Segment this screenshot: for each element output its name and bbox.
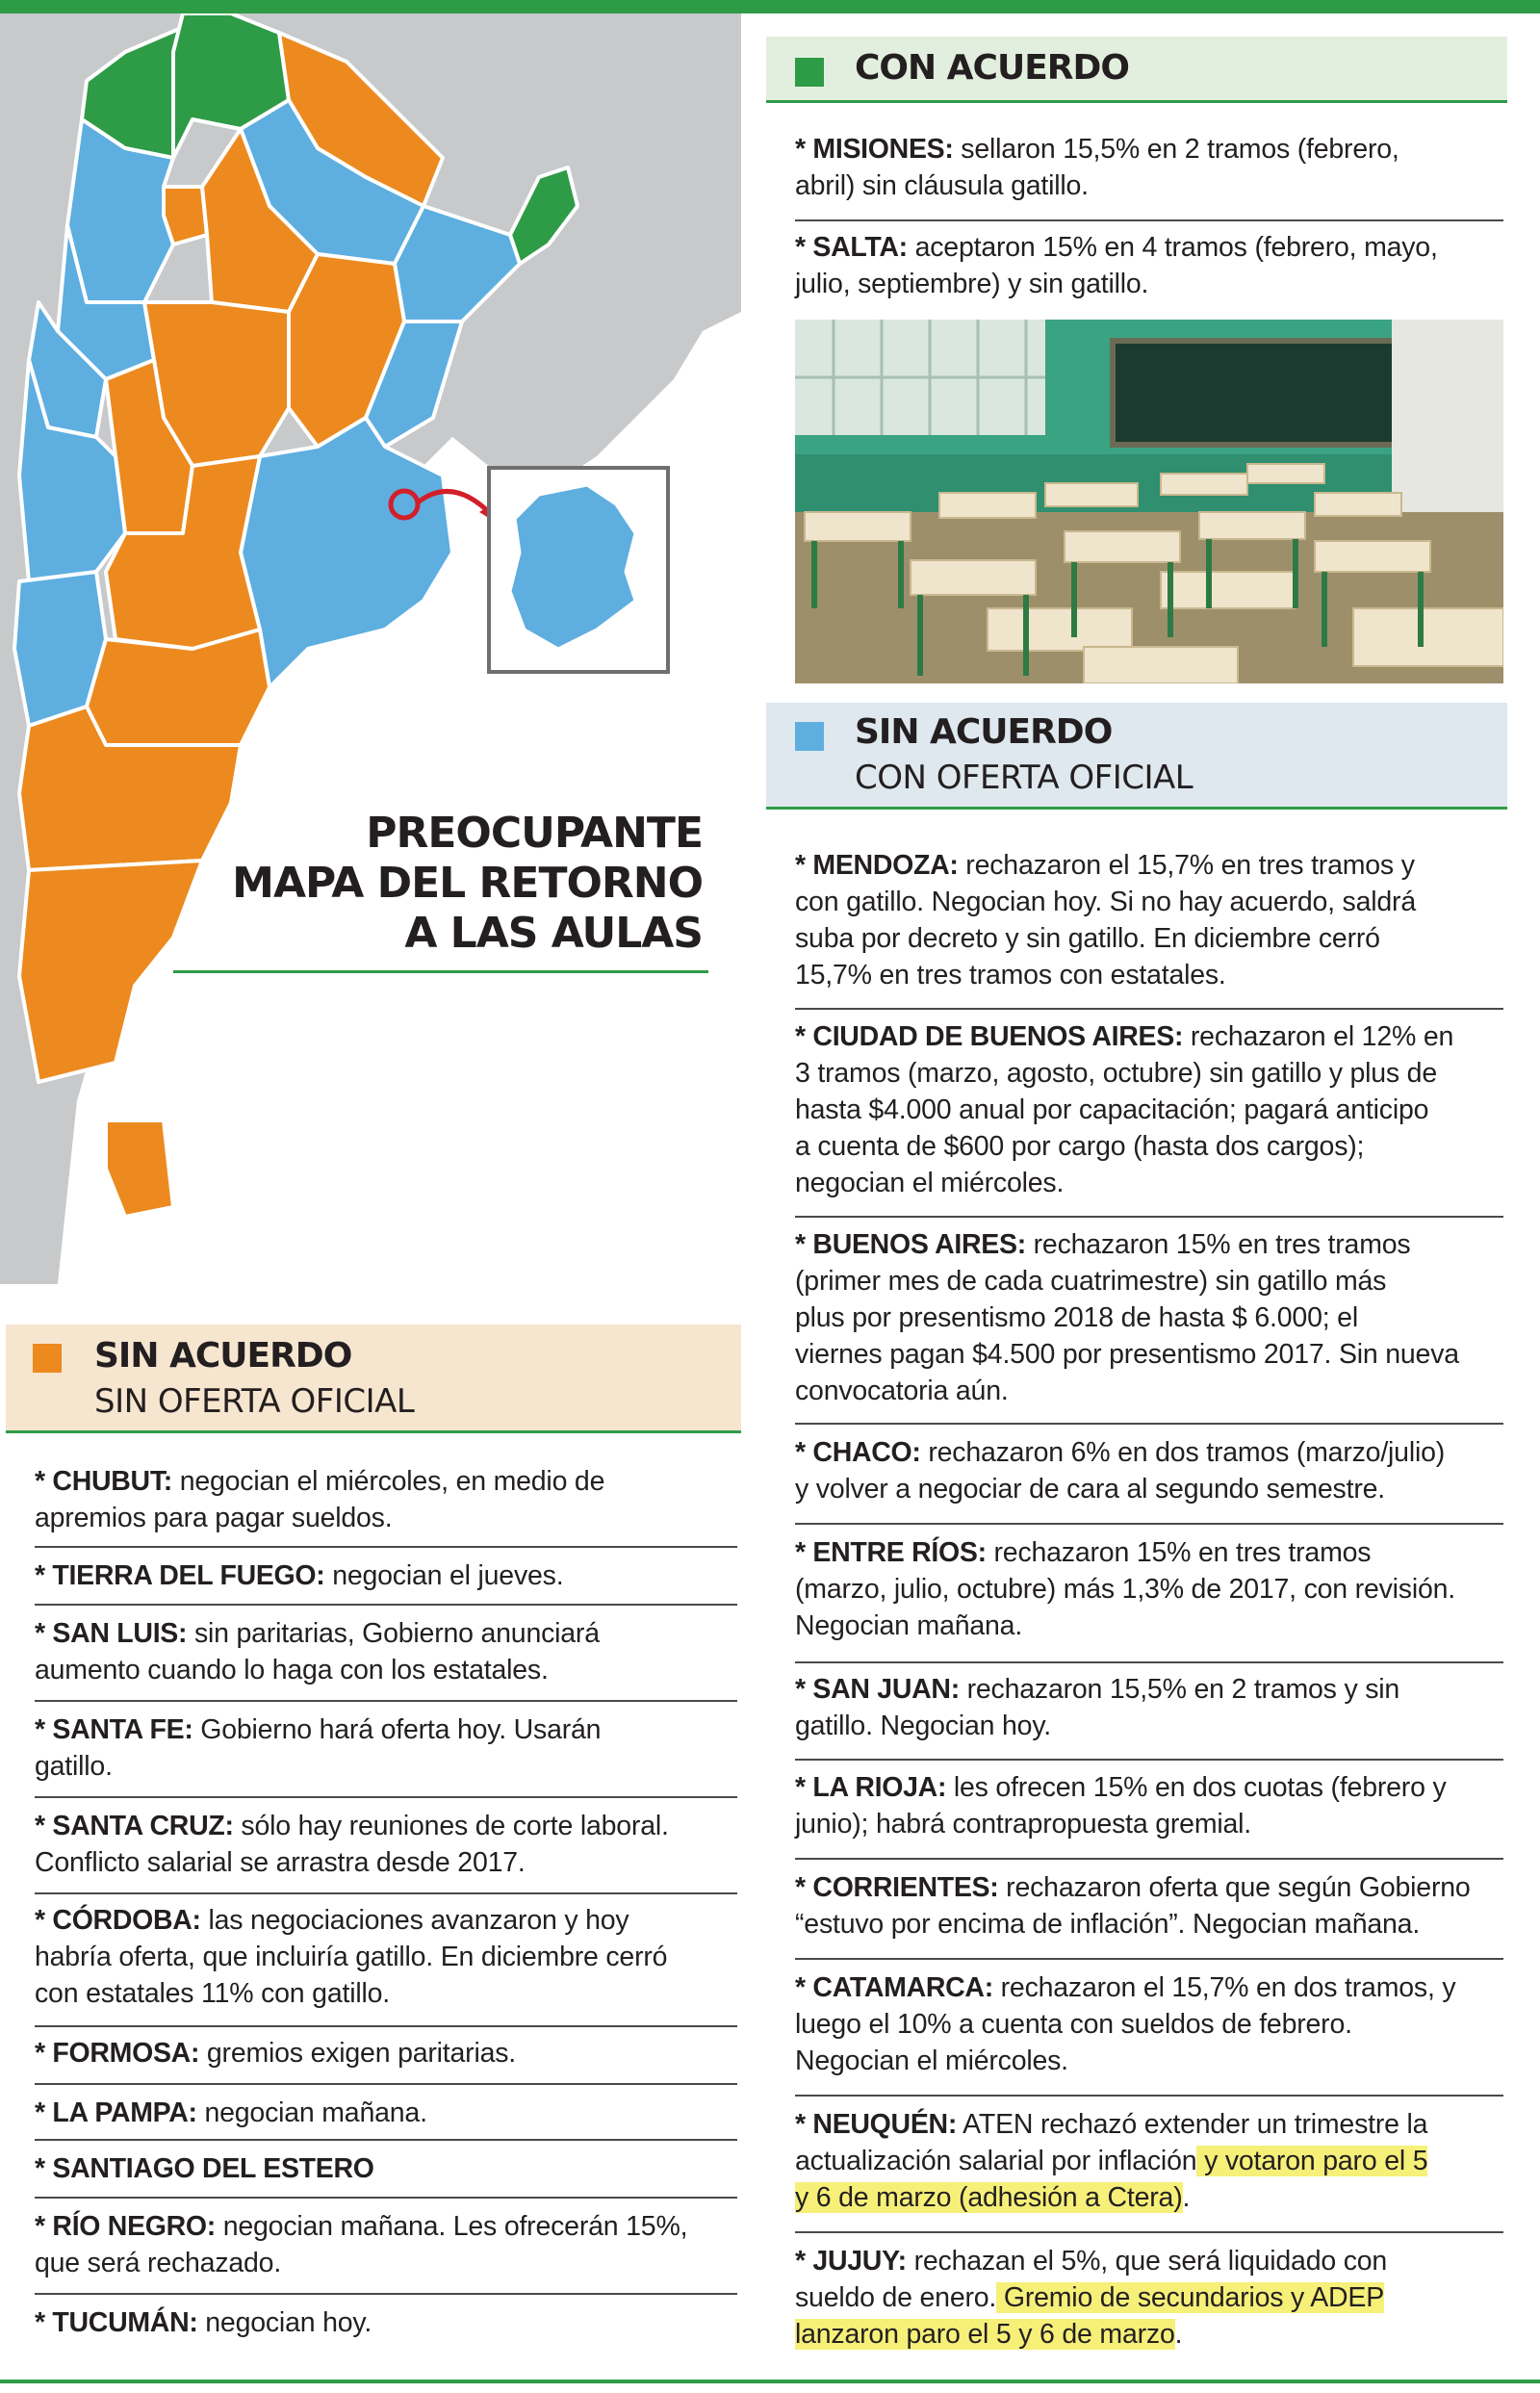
- separator: [795, 2231, 1503, 2233]
- separator: [795, 1958, 1503, 1960]
- entry-catamarca: * CATAMARCA: rechazaron el 15,7% en dos tramos, y luego el 10% a cuenta con sueldos de febrero. Negocian el miércoles.: [795, 1972, 1456, 2076]
- separator: [795, 1858, 1503, 1860]
- separator: [795, 1661, 1503, 1663]
- entry-entre-rios: * ENTRE RÍOS: rechazaron 15% en tres tramos (marzo, julio, octubre) más 1,3% de 2017, con revisión. Negocian mañana.: [795, 1537, 1455, 1641]
- separator: [35, 2025, 737, 2027]
- entry-la-pampa: * LA PAMPA: negocian mañana.: [35, 2097, 427, 2128]
- entry-ciudad-de-buenos-aires: * CIUDAD DE BUENOS AIRES: rechazaron el 12% en 3 tramos (marzo, agosto, octubre) sin gatillo y plus de hasta $4.000 anual por capacitación; pagará anticipo a cuenta de $600 por cargo (hasta dos cargos); negocian el miércoles.: [795, 1021, 1454, 1198]
- section-title: CON ACUERDO: [855, 48, 1129, 88]
- entry-jujuy: * JUJUY: rechazan el 5%, que será liquidado con sueldo de enero. Gremio de secundarios y ADEP lanzaron paro el 5 y 6 de marzo.: [795, 2246, 1388, 2350]
- separator: [35, 1546, 737, 1548]
- section-title: SIN ACUERDO: [855, 712, 1113, 752]
- section-title: SIN ACUERDO: [94, 1336, 352, 1376]
- separator: [35, 1604, 737, 1606]
- entry-cordoba: * CÓRDOBA: las negociaciones avanzaron y hoy habría oferta, que incluiría gatillo. En diciembre cerró con estatales 11% con gatillo.: [35, 1905, 668, 2009]
- bottom-accent-line: [0, 2380, 1540, 2383]
- top-accent-bar: [0, 0, 1540, 13]
- blue-legend-square: [795, 722, 824, 751]
- entry-buenos-aires: * BUENOS AIRES: rechazaron 15% en tres tramos (primer mes de cada cuatrimestre) sin gatillo más plus por presentismo 2018 de hasta $ 6.000; el viernes pagan $4.500 por presentismo 2017. Sin nueva convocatoria aún.: [795, 1229, 1459, 1406]
- entry-tucuman: * TUCUMÁN: negocian hoy.: [35, 2307, 372, 2338]
- headline-line-2: MAPA DEL RETORNO: [232, 859, 703, 908]
- headline-rule: [173, 970, 708, 973]
- separator: [795, 1008, 1503, 1010]
- headline-line-1: PREOCUPANTE: [366, 809, 703, 858]
- section-subtitle: CON OFERTA OFICIAL: [855, 759, 1194, 797]
- separator: [35, 2139, 737, 2141]
- entry-santa-fe: * SANTA FE: Gobierno hará oferta hoy. Usarán gatillo.: [35, 1714, 602, 1782]
- section-subtitle: SIN OFERTA OFICIAL: [94, 1382, 415, 1421]
- entry-san-juan: * SAN JUAN: rechazaron 15,5% en 2 tramos y sin gatillo. Negocian hoy.: [795, 1674, 1400, 1741]
- argentina-map: [0, 13, 741, 1284]
- highlight: Gremio de secundarios y ADEP: [996, 2282, 1385, 2313]
- entry-rio-negro: * RÍO NEGRO: negocian mañana. Les ofrecerán 15%, que será rechazado.: [35, 2211, 688, 2278]
- entry-misiones: * MISIONES: sellaron 15,5% en 2 tramos (febrero, abril) sin cláusula gatillo.: [795, 134, 1399, 201]
- headline-line-3: A LAS AULAS: [404, 909, 703, 958]
- entry-santa-cruz: * SANTA CRUZ: sólo hay reuniones de corte laboral. Conflicto salarial se arrastra desde 2017.: [35, 1811, 669, 1878]
- orange-legend-square: [33, 1344, 62, 1373]
- entry-corrientes: * CORRIENTES: rechazaron oferta que según Gobierno “estuvo por encima de inflación”. Negocian mañana.: [795, 1872, 1471, 1940]
- entry-formosa: * FORMOSA: gremios exigen paritarias.: [35, 2038, 517, 2069]
- empty-classroom-photo-icon: [795, 320, 1503, 683]
- separator: [795, 219, 1503, 221]
- green-legend-square: [795, 58, 824, 87]
- separator: [795, 1423, 1503, 1425]
- entry-chaco: * CHACO: rechazaron 6% en dos tramos (marzo/julio) y volver a negociar de cara al segundo semestre.: [795, 1437, 1446, 1505]
- entry-san-luis: * SAN LUIS: sin paritarias, Gobierno anunciará aumento cuando lo haga con los estatales.: [35, 1618, 600, 1685]
- separator: [35, 2293, 737, 2295]
- entry-santiago-del-estero: * SANTIAGO DEL ESTERO: [35, 2153, 374, 2184]
- highlight: y 6 de marzo (adhesión a Ctera): [795, 2182, 1183, 2213]
- entry-salta: * SALTA: aceptaron 15% en 4 tramos (febrero, mayo, julio, septiembre) y sin gatillo.: [795, 232, 1438, 299]
- separator: [35, 2197, 737, 2199]
- separator: [795, 1523, 1503, 1525]
- headline: [192, 809, 703, 959]
- separator: [35, 1700, 737, 1702]
- argentina-provinces-map-icon: [0, 13, 741, 1284]
- separator: [795, 2095, 1503, 2097]
- entry-mendoza: * MENDOZA: rechazaron el 15,7% en tres tramos y con gatillo. Negocian hoy. Si no hay acuerdo, saldrá suba por decreto y sin gatillo. En diciembre cerró 15,7% en tres tramos con estatales.: [795, 850, 1416, 991]
- entry-chubut: * CHUBUT: negocian el miércoles, en medio de apremios para pagar sueldos.: [35, 1466, 605, 1533]
- separator: [795, 1759, 1503, 1761]
- entry-tierra-del-fuego: * TIERRA DEL FUEGO: negocian el jueves.: [35, 1560, 564, 1591]
- entry-la-rioja: * LA RIOJA: les ofrecen 15% en dos cuotas (febrero y junio); habrá contrapropuesta gremial.: [795, 1772, 1447, 1840]
- separator: [35, 1796, 737, 1798]
- separator: [795, 1216, 1503, 1218]
- separator: [35, 2083, 737, 2085]
- highlight: lanzaron paro el 5 y 6 de marzo: [795, 2319, 1175, 2350]
- separator: [35, 1892, 737, 1894]
- highlight: y votaron paro el 5: [1196, 2146, 1428, 2176]
- entry-neuquen: * NEUQUÉN: ATEN rechazó extender un trimestre la actualización salarial por inflación y votaron paro el 5 y 6 de marzo (adhesión a Ctera).: [795, 2109, 1428, 2213]
